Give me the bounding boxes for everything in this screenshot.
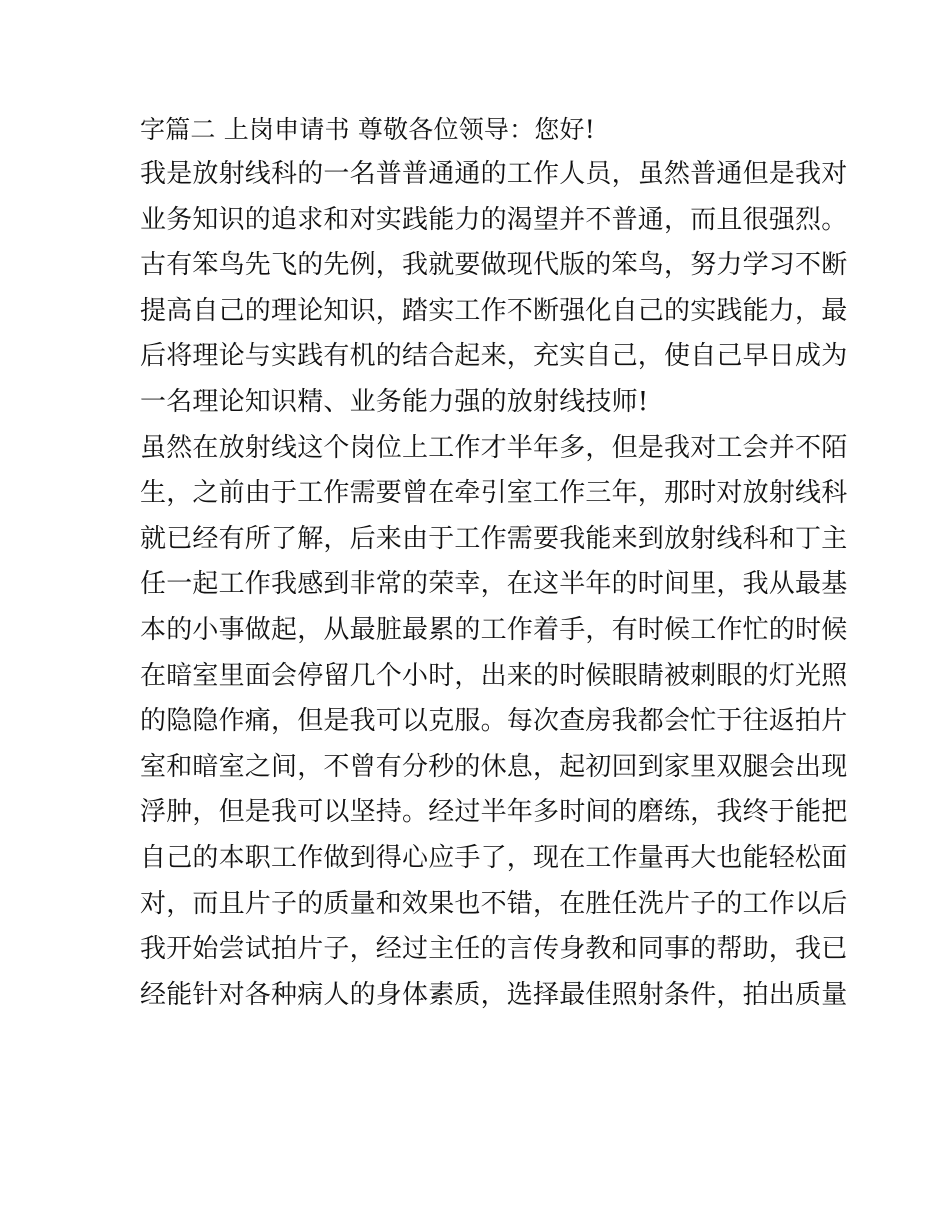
body-line: 提高自己的理论知识，踏实工作不断强化自己的实践能力，最 xyxy=(140,295,848,326)
body-line: 后将理论与实践有机的结合起来，充实自己，使自己早日成为 xyxy=(140,341,848,372)
body-line: 生，之前由于工作需要曾在牵引室工作三年，那时对放射线科 xyxy=(140,478,848,509)
body-line: 我是放射线科的一名普普通通的工作人员，虽然普通但是我对 xyxy=(140,159,848,189)
body-line: 虽然在放射线这个岗位上工作才半年多，但是我对工会并不陌 xyxy=(140,432,848,463)
body-line: 就已经有所了解，后来由于工作需要我能来到放射线科和丁主 xyxy=(140,523,848,554)
body-line: 我开始尝试拍片子，经过主任的言传身教和同事的帮助，我已 xyxy=(140,934,848,965)
body-line: 任一起工作我感到非常的荣幸，在这半年的时间里，我从最基 xyxy=(140,569,848,600)
document-body xyxy=(140,108,848,1018)
body-line: 业务知识的追求和对实践能力的渴望并不普通，而且很强烈。 xyxy=(140,204,848,235)
body-line: 一名理论知识精、业务能力强的放射线技师! xyxy=(140,386,649,417)
body-line: 自己的本职工作做到得心应手了，现在工作量再大也能轻松面 xyxy=(140,842,848,873)
heading-line: 字篇二 上岗申请书 尊敬各位领导：您好! xyxy=(140,115,595,144)
body-line: 浮肿，但是我可以坚持。经过半年多时间的磨练，我终于能把 xyxy=(140,797,848,828)
body-line: 室和暗室之间，不曾有分秒的休息，起初回到家里双腿会出现 xyxy=(140,751,848,782)
body-line: 在暗室里面会停留几个小时，出来的时候眼睛被刺眼的灯光照 xyxy=(140,660,848,691)
body-line: 本的小事做起，从最脏最累的工作着手，有时候工作忙的时候 xyxy=(140,614,848,645)
body-line: 经能针对各种病人的身体素质，选择最佳照射条件，拍出质量 xyxy=(140,979,848,1010)
body-line: 古有笨鸟先飞的先例，我就要做现代版的笨鸟，努力学习不断 xyxy=(140,250,848,281)
body-line: 的隐隐作痛，但是我可以克服。每次查房我都会忙于往返拍片 xyxy=(140,706,848,737)
body-line: 对，而且片子的质量和效果也不错，在胜任洗片子的工作以后 xyxy=(140,888,848,919)
